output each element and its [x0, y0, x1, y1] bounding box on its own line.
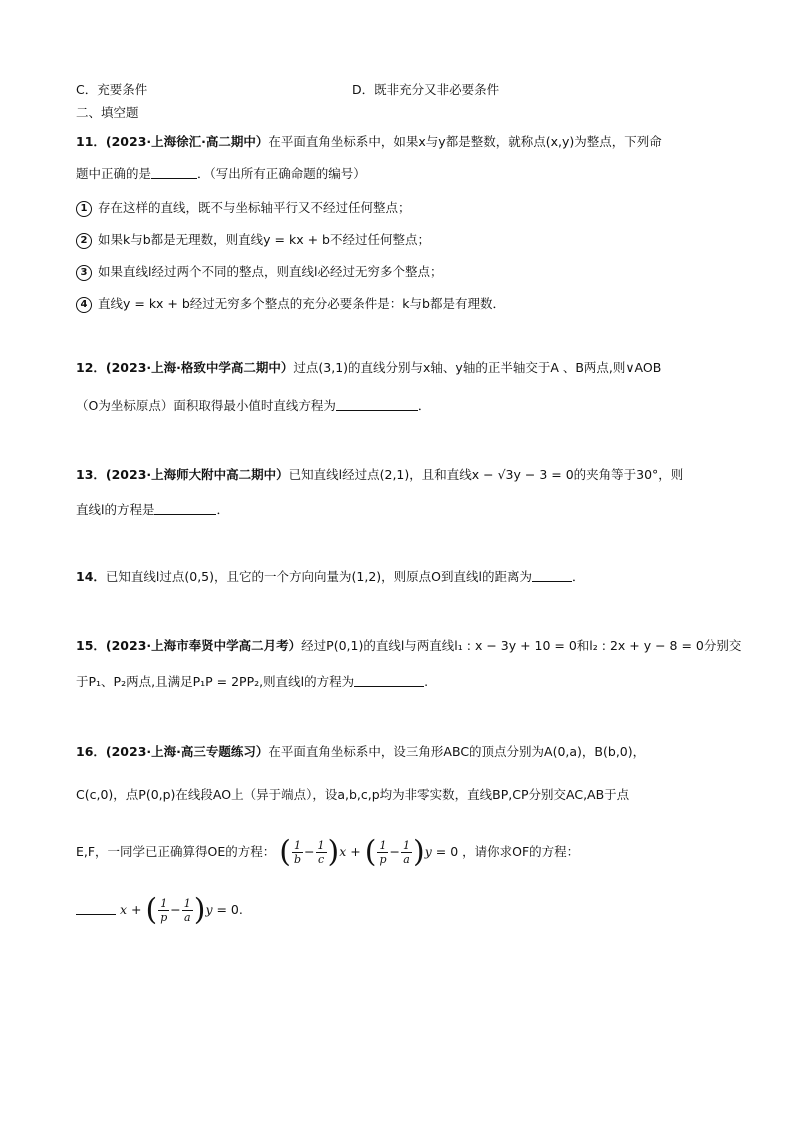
question-13-text-2: 直线l的方程是 — [76, 502, 155, 517]
choice-d: D．既非充分又非必要条件 — [352, 82, 500, 97]
question-11-line2 — [76, 164, 366, 184]
question-15-text: 经过P(0,1)的直线l与两直线l₁ : x − 3y + 10 = 0和l₂ : 2x + y − 8 = 0分别交 — [301, 638, 742, 653]
circled-1-icon: 1 — [76, 201, 92, 217]
answer-blank[interactable] — [154, 502, 216, 515]
answer-blank[interactable] — [151, 166, 197, 179]
question-16-text-5: . — [238, 902, 243, 917]
section-title: 二、填空题 — [76, 105, 139, 120]
question-16-text: 在平面直角坐标系中，设三角形ABC的顶点分别为A(0,a)，B(b,0)， — [268, 744, 646, 759]
of-equation: x + ( $\frac{1}{p}$ − $\frac{1}{a}$ )y = 0 — [119, 892, 239, 928]
option-4-text: 直线y = kx + b经过无穷多个整点的充分必要条件是：k与b都是有理数． — [98, 296, 505, 311]
question-16-text-3: E,F，一同学已正确算得OE的方程： — [76, 844, 276, 859]
option-4 — [76, 294, 505, 314]
question-16-text-4: ，请你求OF的方程： — [462, 844, 580, 859]
question-13-text-3: ． — [216, 502, 229, 517]
question-14-number: 14． — [76, 569, 106, 584]
circled-2-icon: 2 — [76, 233, 92, 249]
question-12-number: 12．(2023·上海·格致中学高二期中） — [76, 360, 294, 375]
option-3-text: 如果直线l经过两个不同的整点，则直线l必经过无穷多个整点； — [98, 264, 443, 279]
question-16-line4 — [76, 890, 243, 930]
question-15-line2 — [76, 672, 428, 692]
question-16-line3 — [76, 832, 579, 872]
question-15-text-2: 于P₁、P₂两点,且满足P₁P = 2PP₂,则直线l的方程为 — [76, 674, 355, 689]
option-1 — [76, 198, 411, 218]
question-11-text-2: 题中正确的是 — [76, 166, 152, 181]
question-13-number: 13．(2023·上海师大附中高二期中） — [76, 467, 289, 482]
circled-3-icon: 3 — [76, 265, 92, 281]
question-15-line1 — [76, 636, 741, 656]
answer-blank[interactable] — [532, 569, 572, 582]
answer-blank[interactable] — [336, 398, 418, 411]
answer-blank[interactable] — [354, 674, 424, 687]
oe-equation: ( $\frac{1}{b}$ − $\frac{1}{c}$ )x + ( $\frac{1}{p}$ − $\frac{1}{a}$ )y = 0 — [279, 834, 463, 870]
question-11-text: 在平面直角坐标系中，如果x与y都是整数，就称点(x,y)为整点，下列命 — [268, 134, 662, 149]
question-12-text-3: ． — [417, 398, 431, 413]
question-16-number: 16．(2023·上海·高三专题练习） — [76, 744, 269, 759]
option-3 — [76, 262, 442, 282]
question-14-text: 已知直线l过点(0,5)，且它的一个方向向量为(1,2)，则原点O到直线l的距离为 — [105, 569, 532, 584]
option-2-text: 如果k与b都是无理数，则直线y = kx + b不经过任何整点； — [98, 232, 430, 247]
option-2 — [76, 230, 430, 250]
choice-c: C．充要条件 — [76, 82, 148, 97]
question-13-line1 — [76, 465, 683, 485]
answer-blank[interactable] — [76, 902, 116, 915]
question-14-line1 — [76, 567, 584, 587]
question-11-number: 11．(2023·上海徐汇·高二期中） — [76, 134, 269, 149]
question-16-line1 — [76, 742, 645, 762]
question-12-line2 — [76, 396, 430, 416]
question-16-line2 — [76, 785, 629, 805]
question-15-number: 15．(2023·上海市奉贤中学高二月考） — [76, 638, 302, 653]
question-16-text-2: C(c,0)，点P(0,p)在线段AO上（异于端点），设a,b,c,p均为非零实数，直线BP,CP分别交AC,AB于点 — [76, 787, 630, 802]
question-14-text-2: ． — [571, 569, 585, 584]
question-15-text-3: . — [424, 674, 429, 689]
question-12-line1 — [76, 358, 661, 378]
question-12-text-2: （O为坐标原点）面积取得最小值时直线方程为 — [76, 398, 336, 413]
question-11-line1 — [76, 132, 662, 152]
option-1-text: 存在这样的直线，既不与坐标轴平行又不经过任何整点； — [98, 200, 411, 215]
question-12-text: 过点(3,1)的直线分别与x轴、y轴的正半轴交于A 、B两点,则∨AOB — [293, 360, 662, 375]
question-11-text-3: ．（写出所有正确命题的编号） — [197, 166, 366, 181]
question-13-text: 已知直线l经过点(2,1)，且和直线x − √3y − 3 = 0的夹角等于30°，则 — [288, 467, 684, 482]
circled-4-icon: 4 — [76, 297, 92, 313]
question-13-line2 — [76, 500, 229, 520]
